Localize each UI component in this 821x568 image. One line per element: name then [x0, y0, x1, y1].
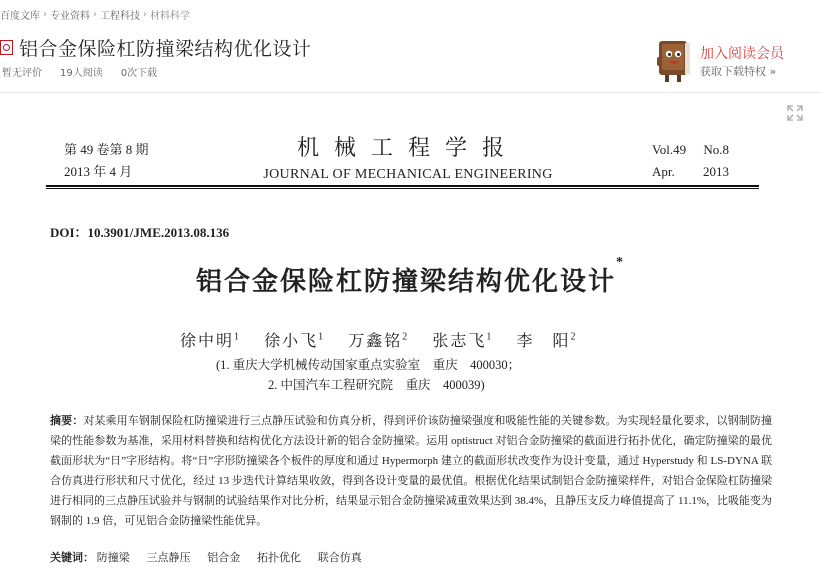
- breadcrumb-separator: ›: [143, 8, 147, 20]
- doi: DOI：10.3901/JME.2013.08.136: [50, 225, 230, 240]
- keyword: 联合仿真: [317, 552, 362, 564]
- keyword: 三点静压: [146, 552, 191, 564]
- keywords: [50, 549, 376, 565]
- document-title-row: [0, 34, 312, 60]
- author: 万鑫铭$^2$: [348, 331, 410, 350]
- book-mascot-icon: [656, 35, 694, 85]
- document-page: [0, 93, 821, 568]
- abstract-text: 对某乘用车钢制保险杠防撞梁进行三点静压试验和仿真分析，得到评价该防撞梁强度和吸能性能的关键参数。为实现轻量化要求，以钢制防撞梁的性能参数为基准，采用材料替换和结构优化方法设计新的铝合金防撞梁。运用 optistruct 对铝合金防撞梁的截面进行拓扑优化，确定防撞梁的最优截面形状为“日”字形结构。将“日”字形防撞梁各个板件的厚度和通过 Hypermorph 建立的截面形状改变作为设计变量，通过 Hyperstudy 和 LS-DYNA 联合仿真进行形状和尺寸优化，经过 13 步迭代计算结果收敛，得到各设计变量的最优值。根据优化结果试制铝合金防撞梁样件，对铝合金保险杠防撞梁进行相同的三点静压试验并与钢制的试验结果作对比分析，结果显示铝合金防撞梁减重效果达到 38.4%，且静压支反力峰值提高了 11.1%，比吸能变为钢制的 1.9 倍，可见铝合金防撞梁性能优异。: [50, 415, 772, 527]
- keyword: 拓扑优化: [257, 552, 301, 564]
- title-footnote-mark: *: [616, 255, 625, 270]
- journal-month: Apr.: [652, 164, 675, 179]
- keyword: 铝合金: [207, 552, 241, 564]
- affiliation-2: 2. 中国汽车工程研究院 重庆 400039): [268, 378, 485, 392]
- journal-date-cn: 2013 年 4 月: [64, 164, 133, 179]
- author: 张志飞$^1$: [432, 331, 494, 350]
- breadcrumb-item-materials[interactable]: 材料科学: [150, 10, 190, 22]
- rating-status[interactable]: 暂无评价: [2, 67, 42, 79]
- masthead-rule-thin: [46, 188, 759, 189]
- abstract-label: 摘要：: [50, 415, 84, 427]
- vip-privilege-link[interactable]: 获取下载特权 »: [700, 65, 777, 78]
- download-count: 0次下载: [120, 67, 158, 79]
- author: 李 阳$^2$: [516, 331, 578, 350]
- journal-masthead: [230, 135, 586, 185]
- breadcrumb-separator: ›: [43, 8, 47, 20]
- author: 徐中明$^1$: [180, 331, 242, 350]
- pdf-icon: [0, 40, 13, 55]
- document-meta: [2, 64, 157, 78]
- abstract: [50, 411, 772, 531]
- breadcrumb-item-wenku[interactable]: 百度文库: [0, 10, 40, 22]
- journal-number: No.8: [703, 142, 729, 157]
- journal-volume: Vol.49: [652, 142, 687, 157]
- vip-promo[interactable]: [656, 35, 806, 87]
- journal-volume-block: [652, 139, 729, 183]
- read-count: 19人阅读: [60, 67, 103, 79]
- breadcrumb-item-engineering[interactable]: 工程科技: [100, 10, 140, 22]
- keywords-label: 关键词：: [50, 552, 94, 564]
- breadcrumb: [0, 6, 190, 22]
- paper-title: [0, 255, 821, 298]
- author-list: [180, 328, 595, 351]
- journal-issue-block: [64, 139, 149, 183]
- paper-title-text: 铝合金保险杠防撞梁结构优化设计: [195, 267, 616, 296]
- journal-name-en: JOURNAL OF MECHANICAL ENGINEERING: [263, 167, 553, 182]
- breadcrumb-separator: ›: [93, 8, 97, 20]
- document-title: 铝合金保险杠防撞梁结构优化设计: [19, 37, 312, 60]
- masthead-rule: [46, 185, 759, 187]
- vip-join-label[interactable]: 加入阅读会员: [700, 46, 784, 62]
- journal-issue: 第 49 卷第 8 期: [64, 142, 149, 157]
- affiliation-1: (1. 重庆大学机械传动国家重点实验室 重庆 400030；: [216, 358, 521, 372]
- breadcrumb-item-professional[interactable]: 专业资料: [50, 10, 90, 22]
- keyword: 防撞梁: [96, 552, 130, 564]
- journal-year: 2013: [703, 164, 729, 179]
- author: 徐小飞$^1$: [264, 331, 326, 350]
- journal-name-cn: 机械工程学报: [296, 135, 519, 160]
- fullscreen-icon[interactable]: [786, 104, 804, 122]
